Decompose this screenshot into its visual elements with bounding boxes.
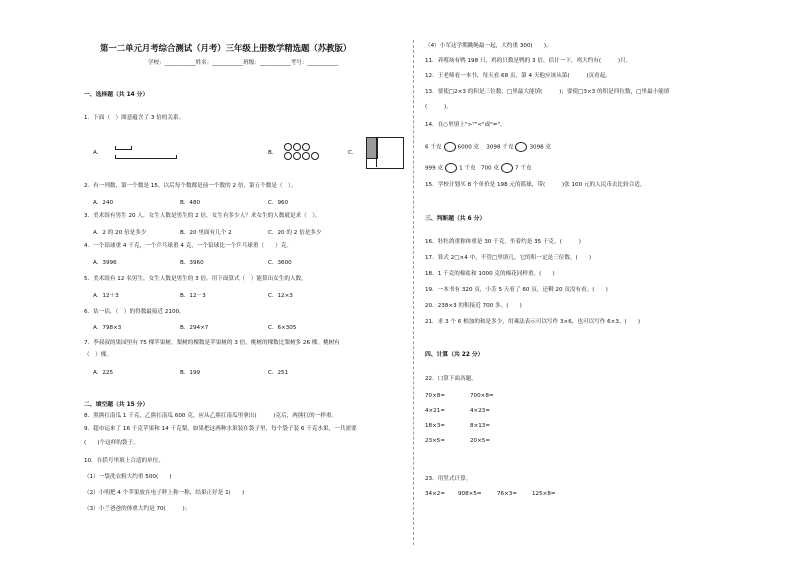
q2-option-b: B．480 — [180, 200, 201, 206]
question-23: 23．用竖式计算。 — [425, 476, 472, 482]
section-calc-heading: 四、计算（共 22 分） — [425, 352, 484, 358]
calc-item: 4×21= — [425, 408, 446, 414]
short-segment — [115, 146, 132, 150]
q2-option-c: C．960 — [268, 200, 289, 206]
calc-item: 4×23= — [470, 408, 491, 414]
calc-item: 20×5= — [470, 438, 491, 444]
question-19: 19．一本书有 320 页，小芳 5 天看了 60 页，还剩 20 页没有看。( ) — [425, 287, 608, 293]
question-1: 1．下面（ ）图意蕴含了 3 倍的关系。 — [84, 115, 185, 121]
calc-item: 908×5= — [458, 491, 482, 497]
q3-option-a: A．2 的 20 倍是多少 — [93, 230, 147, 236]
circle-shape — [284, 143, 292, 151]
q14-row-2 — [425, 163, 532, 173]
q4-option-c: C．3600 — [268, 260, 292, 266]
circle-shape — [302, 143, 310, 151]
q14-value: 999 克 — [425, 165, 444, 172]
question-20: 20．238×3 的积接近 700 多。( ) — [425, 303, 522, 309]
question-13-continued: ( )。 — [425, 104, 452, 110]
q5-option-a: A．12＋3 — [93, 293, 119, 299]
question-10-2: （2）小明把 4 个苹果放在电子秤上称一称，结果正好是 1( ) — [84, 490, 245, 496]
student-info-line: 学校：___________姓名：___________班级：___________考号：___________ — [148, 60, 339, 66]
q3-option-c: C．20 的 2 倍是多少 — [268, 230, 322, 236]
q2-option-a: A．240 — [93, 200, 114, 206]
question-21: 21．求 3 个 6 相加的和是多少，用乘法表示可以写作 3×6，也可以写作 6×3。( ) — [425, 319, 641, 325]
q14-row-1 — [425, 142, 551, 152]
q14-value: 6 千克 — [425, 144, 442, 151]
question-10-3: （3）小兰爸爸的体重大约是 70( )； — [84, 506, 191, 512]
long-segment — [115, 155, 177, 159]
question-10-4: （4）小军这学期跳绳最一起，大约重 300( )。 — [425, 43, 552, 49]
column-divider — [413, 40, 414, 545]
blank-circle-icon[interactable] — [445, 163, 457, 173]
section-choice-heading: 一、选择题（共 14 分） — [84, 92, 149, 98]
calc-item: 700×8= — [470, 393, 494, 399]
circle-shape — [293, 152, 301, 160]
question-7-continued: （ ）棵。 — [84, 352, 112, 358]
question-22: 22．口算下面各题。 — [425, 376, 477, 382]
q14-value: 1 千克 — [459, 165, 476, 172]
q1-option-b: B． — [268, 150, 278, 156]
circle-shape — [302, 152, 310, 160]
circle-shape — [284, 152, 292, 160]
calc-item: 18×3= — [425, 423, 446, 429]
q6-option-b: B．294×7 — [180, 325, 209, 331]
question-5: 5．美术组有 12 名男生，女生人数是男生的 3 倍。用下面算式（ ）能算出女生的人数。 — [84, 276, 307, 282]
circle-shape — [311, 152, 319, 160]
section-judge-heading: 三、判断题（共 6 分） — [425, 216, 486, 222]
question-10: 10．在括号里填上合适的单位。 — [84, 458, 164, 464]
question-16: 16．牡牡鸽重称体重是 30 千克，坐着约是 35 千克。( ) — [425, 239, 581, 245]
blank-circle-icon[interactable] — [444, 142, 456, 152]
q4-option-a: A．3996 — [93, 260, 117, 266]
calc-item: 70×8= — [425, 393, 446, 399]
question-17: 17．算式 2□×4 中，不管□里填几，它的积一定是三位数。( ) — [425, 255, 592, 261]
q1-option-a: A． — [93, 150, 103, 156]
question-12: 12．王老师看一本书，每天看 68 页，第 4 天他应该从第( )页看起。 — [425, 73, 611, 79]
divider-line — [376, 137, 377, 167]
q14-value: 6000 克 — [457, 144, 480, 151]
question-11: 11．养殖场有鸭 198 只，鸡的只数是鸭的 3 倍，估计一下，鸡大约有( )只。 — [425, 58, 632, 64]
q14-value: 3098 克 — [529, 144, 552, 151]
calc-item: 76×3= — [497, 491, 518, 497]
q3-option-b: B．20 里面有几个 2 — [180, 230, 232, 236]
q7-option-b: B．199 — [180, 370, 201, 376]
question-15: 15．学校计划买 8 个单价是 198 元的篮球，带( )张 100 元的人民币去比较合适。 — [425, 182, 646, 188]
question-8: 8．黑熊扛南瓜 1 千克，乙熊扛南瓜 600 克，应从乙熊扛南瓜里拿出( )克后，两熊扛的一样重。 — [84, 413, 338, 419]
q6-option-a: A．798×3 — [93, 325, 122, 331]
blank-circle-icon[interactable] — [515, 142, 527, 152]
calc-item: 125×8= — [532, 491, 556, 497]
question-6: 6．估一估，（ ）的得数最接近 2100。 — [84, 309, 185, 315]
question-18: 18．1 千克的棉盐和 1000 克的棉花同样重。( ) — [425, 271, 555, 277]
q7-option-a: A．225 — [93, 370, 114, 376]
q7-option-c: C．251 — [268, 370, 289, 376]
calc-item: 23×5= — [425, 438, 446, 444]
question-9-continued: ( )个这样的袋子。 — [84, 440, 139, 446]
question-4: 4．一个铅球重 4 千克，一个乒乓球重 4 克，一个铅球比一个乒乓球重（ ）克。 — [84, 243, 292, 249]
exam-title: 第一二单元月考综合测试（月考）三年级上册数学精选题（苏教版） — [100, 43, 352, 53]
question-13: 13．要使□2×3 的积是三位数，□里最大能填( )；要使□3×3 的积是四位数，□里最小能填 — [425, 89, 670, 95]
q14-value: 700 克 — [480, 165, 499, 172]
circle-shape — [293, 143, 301, 151]
q14-value: 3098 千克 — [486, 144, 514, 151]
q4-option-b: B．3960 — [180, 260, 204, 266]
calc-item: 34×2= — [425, 491, 446, 497]
section-fill-heading: 二、填空题（共 15 分） — [84, 402, 149, 408]
question-10-1: （1）一袋洗衣粉大约重 500( ) — [84, 474, 172, 480]
q14-value: 7 千克 — [515, 165, 532, 172]
q6-option-c: C．6×305 — [268, 325, 297, 331]
question-9: 9．超市运来了 16 千克苹果和 14 千克梨，如果把这两种水果装在袋子里，每个袋子装 6 千克水果，一共需要 — [84, 426, 357, 432]
blank-circle-icon[interactable] — [501, 163, 513, 173]
q1-option-c: C． — [348, 150, 358, 156]
question-14: 14．在○里填上">""<"或"="。 — [425, 122, 506, 128]
q5-option-b: B．12－3 — [180, 293, 206, 299]
question-2: 2．有一列数，第一个数是 15，以后每个数都是前一个数的 2 倍，第五个数是（ ）。 — [84, 183, 297, 189]
q5-option-c: C．12×3 — [268, 293, 293, 299]
question-3: 3．美术组有男生 20 人，女生人数是男生的 2 倍，女生有多少人？求女生的人数就是求（ ）。 — [84, 213, 321, 219]
question-7: 7．李叔叔的果园里有 75 棵苹果树，梨树的棵数是苹果树的 3 倍，桃树的棵数比梨树多 26 棵。桃树有 — [84, 340, 340, 346]
calc-item: 8×13= — [470, 423, 491, 429]
